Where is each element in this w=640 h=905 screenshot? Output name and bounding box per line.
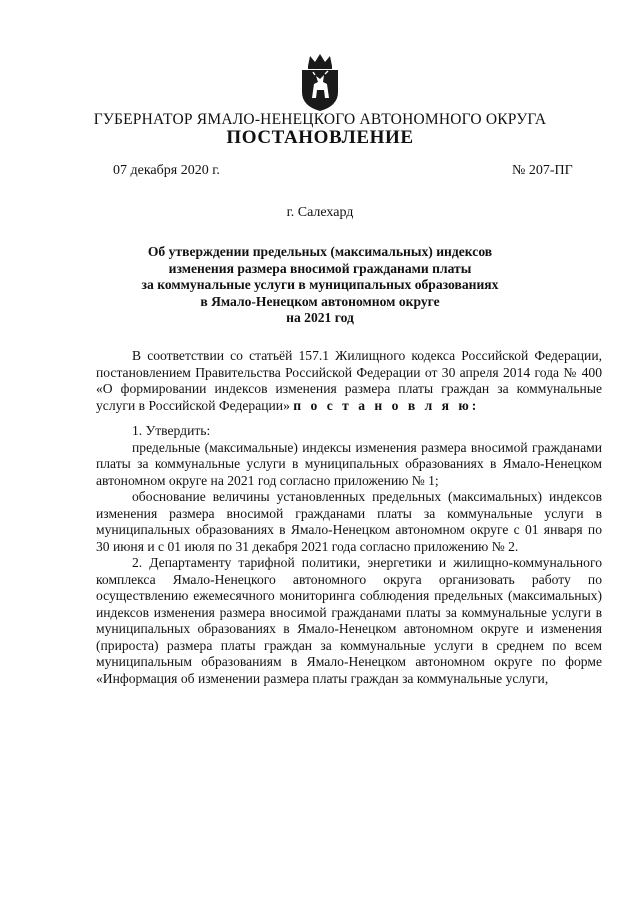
document-title — [100, 244, 540, 327]
item-1a-paragraph: предельные (максимальные) индексы изменения размера вносимой гражданами платы за коммунальные услуги в муниципальных образованиях в Ямало-Ненецком автономном округе на 2021 год согласно приложению № 1; — [96, 439, 602, 488]
document-body — [96, 348, 602, 687]
preamble-text: В соответствии со статьёй 157.1 Жилищного кодекса Российской Федерации, постановлением Правительства Российской Федерации от 30 апреля 2014 года № 400 «О формировании индексов изменения размера платы граждан за коммунальные услуги в Российской Федерации» — [96, 348, 602, 413]
coat-of-arms-icon — [298, 52, 342, 112]
document-type: ПОСТАНОВЛЕНИЕ — [226, 127, 414, 148]
issuing-authority: ГУБЕРНАТОР ЯМАЛО-НЕНЕЦКОГО АВТОНОМНОГО ОКРУГА — [93, 111, 547, 128]
document-date: 07 декабря 2020 г. — [113, 163, 220, 178]
item-2-paragraph: 2. Департаменту тарифной политики, энергетики и жилищно-коммунального комплекса Ямало-Ненецкого автономного округа организовать работу по осуществлению ежемесячного мониторинга соблюдения предельных (максимальных) индексов изменения размера вносимой гражданами платы за коммунальные услуги в муниципальных образованиях в Ямало-Ненецком автономном округе и изменения (прироста) размера платы граждан за коммунальные услуги в среднем по всем муниципальным образованиям в Ямало-Ненецком автономном округе по форме «Информация об изменении размера платы граждан за коммунальные услуги, — [96, 555, 602, 686]
title-line: изменения размера вносимой гражданами платы — [168, 260, 472, 276]
title-line: в Ямало-Ненецком автономном округе — [200, 293, 440, 309]
title-line: Об утверждении предельных (максимальных) индексов — [147, 244, 493, 259]
preamble-paragraph — [96, 348, 602, 414]
item-1b-paragraph: обоснование величины установленных предельных (максимальных) индексов изменения размера вносимой гражданами платы за коммунальные услуги в муниципальных образованиях в Ямало-Ненецком автономном округе с 01 января по 30 июня и с 01 июля по 31 декабря 2021 года согласно приложению № 2. — [96, 489, 602, 554]
document-city: г. Салехард — [286, 205, 354, 220]
document-number: № 207-ПГ — [512, 163, 573, 178]
decree-word: п о с т а н о в л я ю: — [293, 397, 480, 413]
item-1-heading: 1. Утвердить: — [132, 423, 211, 438]
title-line: на 2021 год — [286, 310, 354, 325]
title-line: за коммунальные услуги в муниципальных образованиях — [141, 277, 499, 292]
